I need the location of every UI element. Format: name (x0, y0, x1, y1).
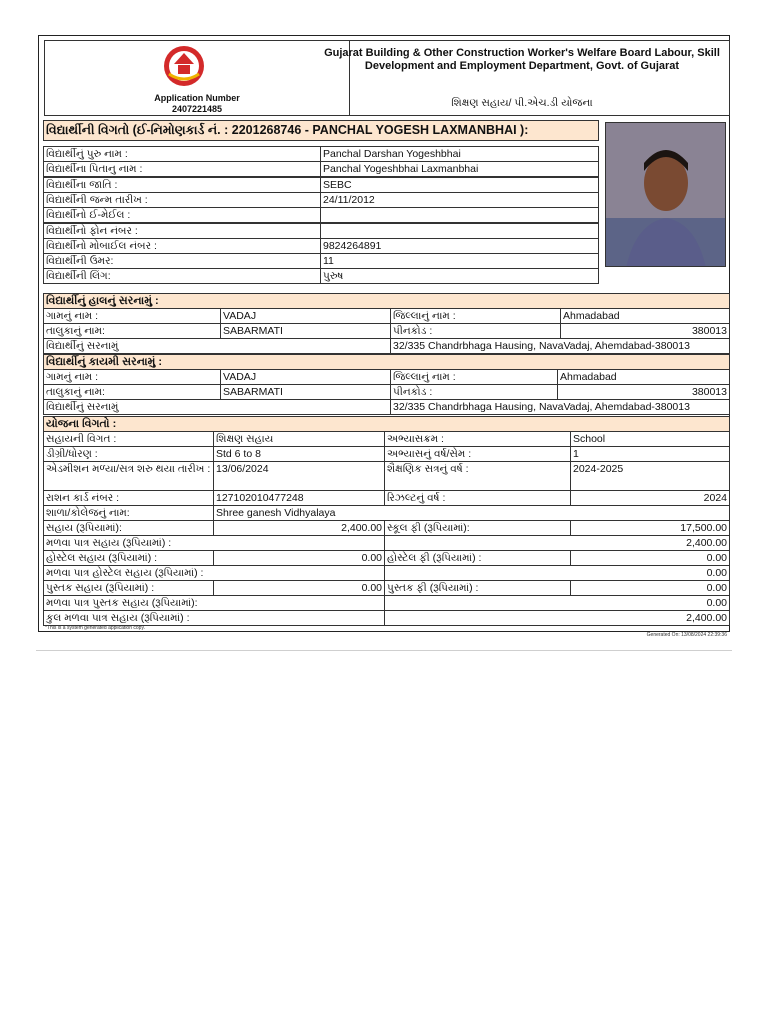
book-aid: 0.00 (213, 580, 385, 596)
permanent-pincode: 380013 (557, 384, 730, 400)
hostel-fee: 0.00 (570, 550, 730, 566)
student-row-label: વિદ્યાર્થીની લિંગ: (43, 268, 321, 284)
header-logo-box (44, 40, 350, 116)
course: School (570, 431, 730, 447)
permanent-address-title: વિદ્યાર્થીનું કાયમી સરનામું : (43, 354, 730, 370)
student-row-value: 11 (320, 253, 599, 269)
total-amount: 2,400.00 (384, 610, 730, 626)
student-row-label: વિદ્યાર્થીનો મોબાઈલ નંબર : (43, 238, 321, 254)
hostel-aid: 0.00 (213, 550, 385, 566)
permanent-address: 32/335 Chandrbhaga Hausing, NavaVadaj, Ahemdabad-380013 (390, 399, 730, 415)
book-fee-label: પુસ્તક ફી (રૂપિયામાં) : (384, 580, 571, 596)
permanent-village: VADAJ (220, 369, 391, 385)
student-row-value (320, 207, 599, 223)
permanent-taluka-label: તાલુકાનું નામ: (43, 384, 221, 400)
current-pincode-label: પીનકોડ : (390, 323, 561, 339)
eligible-aid: 2,400.00 (384, 535, 730, 551)
aid-amount-label: સહાય (રૂપિયામાં): (43, 520, 214, 536)
admission-label: એડમીશન મળ્યા/સત્ર શરુ થયા તારીખ : (43, 461, 214, 491)
current-taluka: SABARMATI (220, 323, 391, 339)
aid-type-label: સહાયની વિગત : (43, 431, 214, 447)
total-label: કુલ મળવા પાત્ર સહાય (રૂપિયામાં) : (43, 610, 385, 626)
permanent-address-label: વિદ્યાર્થીનું સરનામું (43, 399, 391, 415)
admission-date: 13/06/2024 (213, 461, 385, 491)
current-district: Ahmadabad (560, 308, 730, 324)
book-fee: 0.00 (570, 580, 730, 596)
board-title: Gujarat Building & Other Construction Worker's Welfare Board Labour, Skill Development and Employment Department, Govt. of Gujarat (324, 47, 720, 72)
student-row-value: 24/11/2012 (320, 192, 599, 208)
permanent-district: Ahmadabad (557, 369, 730, 385)
header-title-box (316, 40, 730, 116)
eligible-book-label: મળવા પાત્ર પુસ્તક સહાય (રૂપિયામાં): (43, 595, 385, 611)
scheme-section-title: યોજના વિગતો : (43, 416, 730, 432)
year-label: અભ્યાસનું વર્ષ/સેમ : (384, 446, 571, 462)
current-village: VADAJ (220, 308, 391, 324)
academic-year: 2024-2025 (570, 461, 730, 491)
student-row-label: વિદ્યાર્થીનો ફોન નંબર : (43, 223, 321, 239)
degree-label: ડીગ્રી/ધોરણ : (43, 446, 214, 462)
current-district-label: જિલ્લાનું નામ : (390, 308, 561, 324)
generated-on: Generated On: 13/08/2024 22:39:36 (646, 632, 727, 638)
permanent-district-label: જિલ્લાનું નામ : (390, 369, 558, 385)
student-row-value (320, 223, 599, 239)
degree: Std 6 to 8 (213, 446, 385, 462)
student-row-label: વિદ્યાર્થીનો ઈ-મેઈલ : (43, 207, 321, 223)
aid-type: શિક્ષણ સહાય (213, 431, 385, 447)
aid-amount: 2,400.00 (213, 520, 385, 536)
scheme-title: શિક્ષણ સહાય/ પી.એચ.ડી યોજના (451, 97, 593, 109)
student-row-label: વિદ્યાર્થીની ઉમર: (43, 253, 321, 269)
book-aid-label: પુસ્તક સહાય (રૂપિયામાં) : (43, 580, 214, 596)
student-row-value: SEBC (320, 177, 599, 193)
result-year-label: રિઝલ્ટનું વર્ષ : (384, 490, 571, 506)
permanent-taluka: SABARMATI (220, 384, 391, 400)
application-form (38, 35, 730, 638)
year: 1 (570, 446, 730, 462)
result-year: 2024 (570, 490, 730, 506)
student-row-label: વિદ્યાર્થીના પિતાનુ નામ : (43, 161, 321, 177)
current-village-label: ગામનું નામ : (43, 308, 221, 324)
student-row-label: વિદ્યાર્થીના જાતિ : (43, 177, 321, 193)
student-row-value: પુરુષ (320, 268, 599, 284)
school-fee: 17,500.00 (570, 520, 730, 536)
student-photo-icon (606, 123, 726, 267)
academic-year-label: શૈક્ષણિક સત્રનું વર્ષ : (384, 461, 571, 491)
student-row-label: વિદ્યાર્થીની જન્મ તારીખ : (43, 192, 321, 208)
student-row-value: Panchal Darshan Yogeshbhai (320, 146, 599, 162)
school-fee-label: સ્કૂલ ફી (રૂપિયામાં): (384, 520, 571, 536)
permanent-village-label: ગામનું નામ : (43, 369, 221, 385)
eligible-book: 0.00 (384, 595, 730, 611)
student-row-value: Panchal Yogeshbhai Laxmanbhai (320, 161, 599, 177)
student-section-title: વિદ્યાર્થીની વિગતો (ઈ-નિમોણકાર્ડ નં. : 2201268746 - PANCHAL YOGESH LAXMANBHAI ): (43, 120, 599, 141)
system-note: *This is a system generated application copy. (45, 625, 145, 631)
ration-card: 127102010477248 (213, 490, 385, 506)
hostel-fee-label: હોસ્ટેલ ફી (રૂપિયામાં) : (384, 550, 571, 566)
permanent-pincode-label: પીનકોડ : (390, 384, 558, 400)
current-address: 32/335 Chandrbhaga Hausing, NavaVadaj, Ahemdabad-380013 (390, 338, 730, 354)
eligible-aid-label: મળવા પાત્ર સહાય (રૂપિયામાં) : (43, 535, 385, 551)
page-divider (36, 650, 732, 651)
current-taluka-label: તાલુકાનું નામ: (43, 323, 221, 339)
hostel-aid-label: હોસ્ટેલ સહાય (રૂપિયામાં) : (43, 550, 214, 566)
eligible-hostel: 0.00 (384, 565, 730, 581)
current-address-title: વિદ્યાર્થીનું હાલનું સરનામું : (43, 293, 730, 309)
school-label: શાળા/કોલેજનું નામ: (43, 505, 214, 521)
ration-label: રાશન કાર્ડ નંબર : (43, 490, 214, 506)
board-logo-icon (161, 44, 207, 88)
eligible-hostel-label: મળવા પાત્ર હોસ્ટેલ સહાય (રૂપિયામાં) : (43, 565, 385, 581)
student-photo (605, 122, 726, 267)
course-label: અભ્યાસક્રમ : (384, 431, 571, 447)
application-number: 2407221485 (171, 104, 223, 114)
current-pincode: 380013 (560, 323, 730, 339)
student-row-label: વિદ્યાર્થીનું પુરુ નામ : (43, 146, 321, 162)
application-number-label: Application Number (154, 93, 240, 103)
current-address-label: વિદ્યાર્થીનું સરનામું (43, 338, 391, 354)
school-name: Shree ganesh Vidhyalaya (213, 505, 730, 521)
student-row-value: 9824264891 (320, 238, 599, 254)
